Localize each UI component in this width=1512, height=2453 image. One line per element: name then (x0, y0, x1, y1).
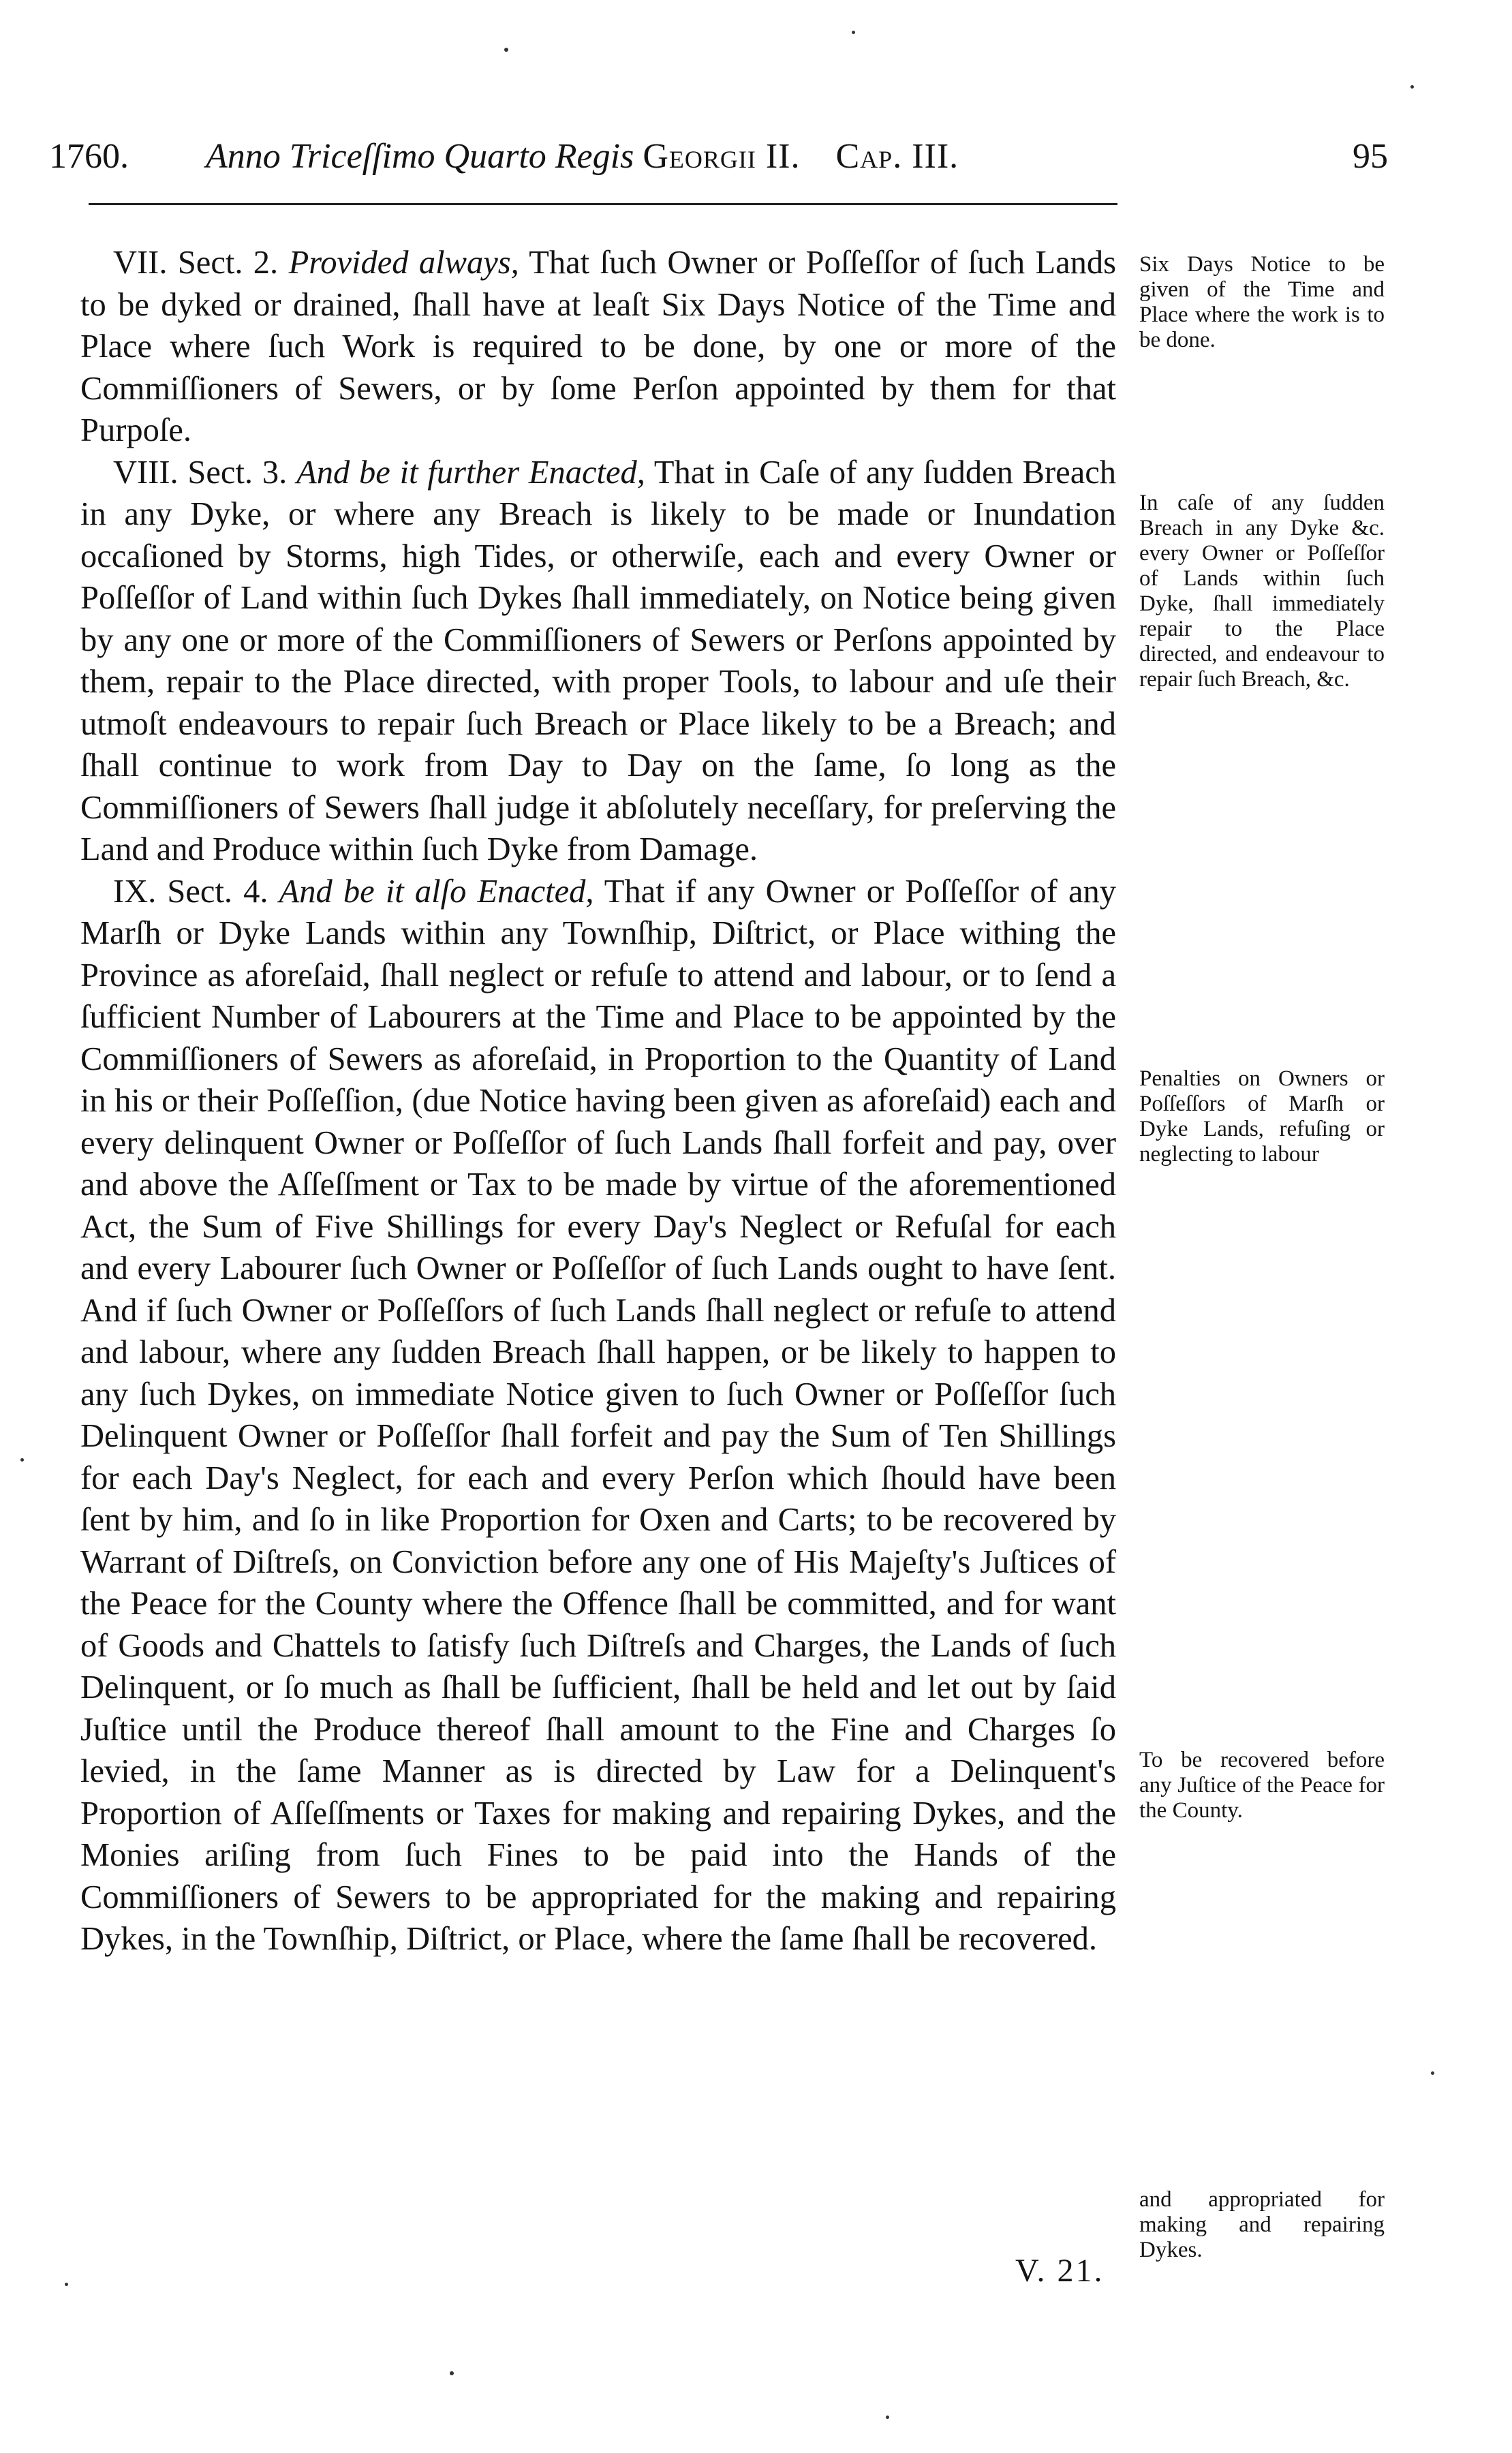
header-title-italic: Anno Triceſſimo Quarto Regis (206, 137, 634, 176)
margin-note-penalties: Penalties on Owners or Poſſeſſors of Marſh or Dyke Lands, refuſing or neglecting to labour (1139, 1066, 1385, 1167)
section-italic-phrase: And be it further Enacted, (296, 454, 645, 491)
header-chapter: Cap. III. (835, 137, 959, 176)
section-italic-phrase: And be it alſo Enacted, (279, 873, 594, 910)
page-number: 95 (1353, 137, 1388, 176)
scan-speck (504, 48, 508, 52)
margin-note-sudden-breach: In caſe of any ſudden Breach in any Dyke &c. every Owner or Poſſeſſor of Lands within ſuch Dyke, ſhall immediately repair to the Place directed, and endeavour to repair ſuch Breach, &c. (1139, 491, 1385, 692)
header-rule (89, 203, 1117, 205)
scan-speck (20, 1458, 24, 1462)
section-viii (80, 452, 1116, 871)
scan-speck (886, 2416, 889, 2419)
scan-speck (1410, 85, 1414, 89)
margin-note-appropriated: and appropriated for making and repairing Dykes. (1139, 2187, 1385, 2262)
section-lead: IX. Sect. 4. (113, 873, 268, 910)
main-text (80, 242, 1116, 1960)
header-king: Georgii II. (643, 137, 801, 176)
section-text: That ſuch Owner or Poſſeſſor of ſuch Lands to be dyked or drained, ſhall have at leaſt Six Days Notice of the Time and Place where ſuch Work is required to be done, by one or more of the Commiſſioners of Sewers, or by ſome Perſon appointed by them for that Purpoſe. (80, 245, 1117, 448)
scan-speck (450, 2371, 454, 2375)
section-vii (80, 242, 1116, 452)
catchword: V. 21. (1015, 2253, 1105, 2289)
section-ix (80, 871, 1116, 1960)
running-header (49, 129, 1402, 184)
section-text: That if any Owner or Poſſeſſor of any Marſh or Dyke Lands within any Townſhip, Diſtrict, or Place withing the Province as aforeſaid, ſhall neglect or refuſe to attend and labour, or to ſend a ſufficient Number of Labourers at the Time and Place to be appointed by the Commiſſioners of Sewers as aforeſaid, in Proportion to the Quantity of Land in his or their Poſſeſſion, (due Notice having been given as aforeſaid) each and every delinquent Owner or Poſſeſſor of ſuch Lands ſhall forfeit and pay, over and above the Aſſeſſment or Tax to be made by virtue of the aforementioned Act, the Sum of Five Shillings for every Day's Neglect or Refuſal for each and every Labourer ſuch Owner or Poſſeſſor of ſuch Lands ought to have ſent. And if ſuch Owner or Poſſeſſors of ſuch Lands ſhall neglect or refuſe to attend and labour, where any ſudden Breach ſhall happen, or be likely to happen to any ſuch Dykes, on immediate Notice given to ſuch Owner or Poſſeſſor ſuch Delinquent Owner or Poſſeſſor ſhall forfeit and pay the Sum of Ten Shillings for each Day's Neglect, for each and every Perſon which ſhould have been ſent by him, and ſo in like Proportion for Oxen and Carts; to be recovered by Warrant of Diſtreſs, on Conviction before any one of His Majeſty's Juſtices of the Peace for the County where the Offence ſhall be committed, and for want of Goods and Chattels to ſatisfy ſuch Diſtreſs and Charges, the Lands of ſuch Delinquent, or ſo much as ſhall be ſufficient, ſhall be held and let out by ſaid Juſtice until the Produce thereof ſhall amount to the Fine and Charges ſo levied, in the ſame Manner as is directed by Law for a Delinquent's Proportion of Aſſeſſments or Taxes for making and repairing Dykes, and the Monies ariſing from ſuch Fines to be paid into the Hands of the Commiſſioners of Sewers to be appropriated for the making and repairing Dykes, in the Townſhip, Diſtrict, or Place, where the ſame ſhall be recovered. (80, 873, 1116, 1957)
section-italic-phrase: Provided always, (288, 245, 519, 281)
margin-note-six-days: Six Days Notice to be given of the Time and Place where the work is to be done. (1139, 252, 1385, 352)
margin-note-recovery: To be recovered before any Juſtice of the Peace for the County. (1139, 1748, 1385, 1823)
scan-speck (852, 31, 855, 34)
header-year: 1760. (49, 137, 129, 176)
scan-speck (65, 2283, 68, 2286)
section-lead: VII. Sect. 2. (113, 245, 279, 281)
header-title (206, 129, 959, 184)
section-lead: VIII. Sect. 3. (113, 454, 288, 491)
scan-speck (1431, 2071, 1434, 2075)
section-text: That in Caſe of any ſudden Breach in any Dyke, or where any Breach is likely to be made or Inundation occaſioned by Storms, high Tides, or otherwiſe, each and every Owner or Poſſeſſor of Land within ſuch Dykes ſhall immediately, on Notice being given by any one or more of the Commiſſioners of Sewers or Perſons appointed by them, repair to the Place directed, with proper Tools, to labour and uſe their utmoſt endeavours to repair ſuch Breach or Place likely to be a Breach; and ſhall continue to work from Day to Day on the ſame, ſo long as the Commiſſioners of Sewers ſhall judge it abſolutely neceſſary, for preſerving the Land and Produce within ſuch Dyke from Damage. (80, 454, 1117, 867)
